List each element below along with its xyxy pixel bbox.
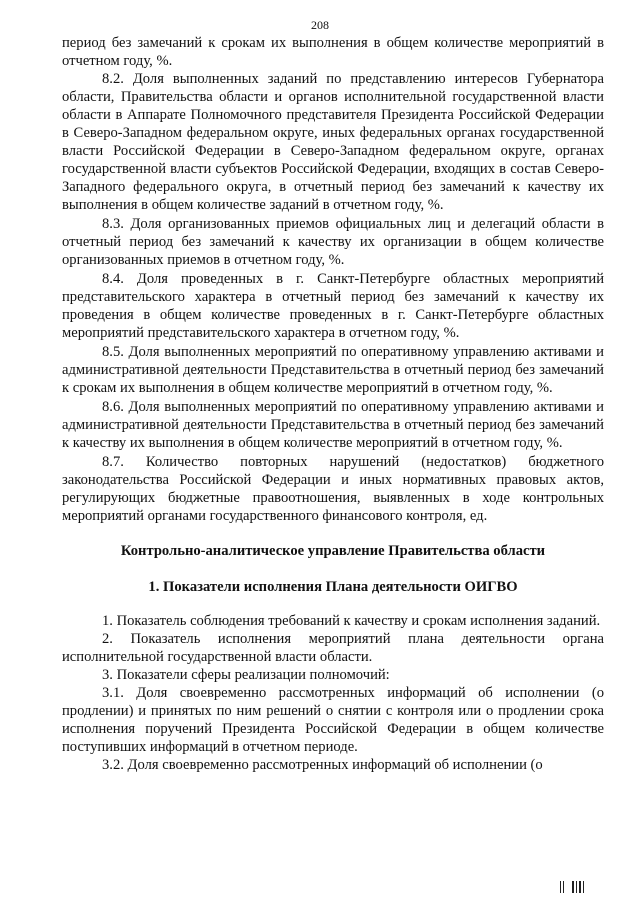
document-body [62,34,604,774]
paragraph-3-1: 3.1. Доля своевременно рассмотренных информаций об исполнении (о продлении) и принятых по ним решений о снятии с контроля или о продлении срока исполнения поручений Президента Российской Федерации в общем количестве поступивших информаций в отчетном периоде. [62,685,604,755]
page-number: 208 [311,18,329,32]
paragraph-8-7: 8.7. Количество повторных нарушений (недостатков) бюджетного законодательства Российской Федерации и иных нормативных правовых актов, регулирующих бюджетные правоотношения, выявленных в ходе контрольных мероприятий органами государственного финансового контроля, ед. [62,454,604,524]
paragraph-3-2: 3.2. Доля своевременно рассмотренных информаций об исполнении (о [102,757,543,773]
subsection-title: 1. Показатели исполнения Плана деятельности ОИГВО [148,579,518,595]
barcode-mark [560,881,584,893]
paragraph-8-5: 8.5. Доля выполненных мероприятий по оперативному управлению активами и административной деятельности Представительства в отчетный период без замечаний к срокам их выполнения в общем количестве мероприятий в отчетном году, %. [62,344,604,396]
paragraph-8-3: 8.3. Доля организованных приемов официальных лиц и делегаций области в отчетный период без замечаний к качеству их организации в общем количестве организованных приемов в отчетном году, %. [62,216,604,268]
paragraph-2: 2. Показатель исполнения мероприятий плана деятельности органа исполнительной государственной власти области. [62,631,604,665]
paragraph-8-4: 8.4. Доля проведенных в г. Санкт-Петербурге областных мероприятий представительского характера в отчетный период без замечаний к качеству их проведения в общем количестве проведенных в г. Санкт-Петербурге областных мероприятий представительского характера в отчетном году, %. [62,271,604,341]
paragraph-continuation: период без замечаний к срокам их выполнения в общем количестве мероприятий в отчетном году, %. [62,35,604,69]
paragraph-3: 3. Показатели сферы реализации полномочий: [102,667,390,683]
paragraph-1: 1. Показатель соблюдения требований к качеству и срокам исполнения заданий. [102,613,601,629]
paragraph-8-2: 8.2. Доля выполненных заданий по представлению интересов Губернатора области, Правительства области и органов исполнительной государственной власти области в Аппарате Полномочного представителя Президента Российской Федерации в Северо-Западном федеральном округе, иных федеральных органах государственной власти Российской Федерации в Северо-Западном федеральном округе, органах государственной власти субъектов Российской Федерации, входящих в состав Северо-Западного федерального округа, в отчетный период без замечаний к качеству их выполнения в общем количестве заданий в отчетном году, %. [62,71,604,213]
paragraph-8-6: 8.6. Доля выполненных мероприятий по оперативному управлению активами и административной деятельности Представительства в отчетный период без замечаний к качеству их выполнения в общем количестве мероприятий в отчетном году, %. [62,399,604,451]
section-title: Контрольно-аналитическое управление Правительства области [120,543,546,559]
